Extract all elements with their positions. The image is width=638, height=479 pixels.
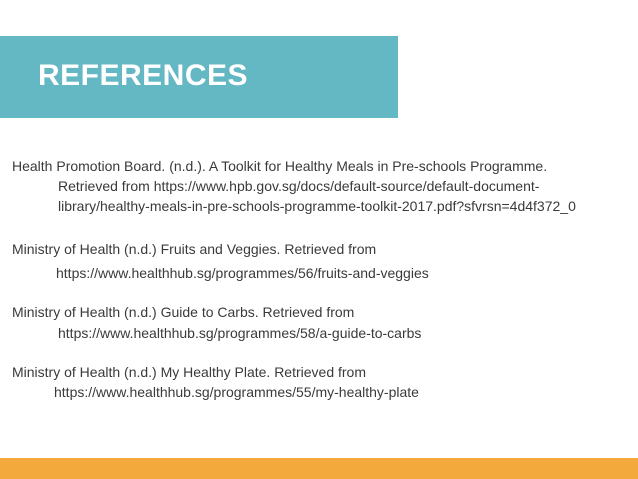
reference-url-line: https://www.healthhub.sg/programmes/55/my-healthy-plate	[54, 384, 419, 400]
page-title: REFERENCES	[38, 59, 249, 92]
reference-item-healthy-plate	[12, 362, 419, 402]
reference-item-fruits-veggies	[12, 239, 429, 283]
reference-line: Ministry of Health (n.d.) My Healthy Plate. Retrieved from	[12, 364, 367, 380]
reference-url-line: https://www.healthhub.sg/programmes/58/a-guide-to-carbs	[58, 325, 422, 341]
reference-url-line: Retrieved from https://www.hpb.gov.sg/docs/default-source/default-document-	[58, 178, 540, 194]
reference-line: Ministry of Health (n.d.) Guide to Carbs. Retrieved from	[12, 304, 355, 320]
reference-line: Health Promotion Board. (n.d.). A Toolkit for Healthy Meals in Pre-schools Programme.	[12, 158, 548, 174]
reference-url-line: library/healthy-meals-in-pre-schools-programme-toolkit-2017.pdf?sfvrsn=4d4f372_0	[58, 198, 576, 214]
reference-item-hpb	[12, 156, 576, 216]
reference-item-carbs	[12, 302, 421, 343]
bottom-accent-bar	[0, 458, 638, 479]
reference-line: Ministry of Health (n.d.) Fruits and Veggies. Retrieved from	[12, 241, 377, 257]
reference-url-line: https://www.healthhub.sg/programmes/56/fruits-and-veggies	[56, 265, 429, 281]
